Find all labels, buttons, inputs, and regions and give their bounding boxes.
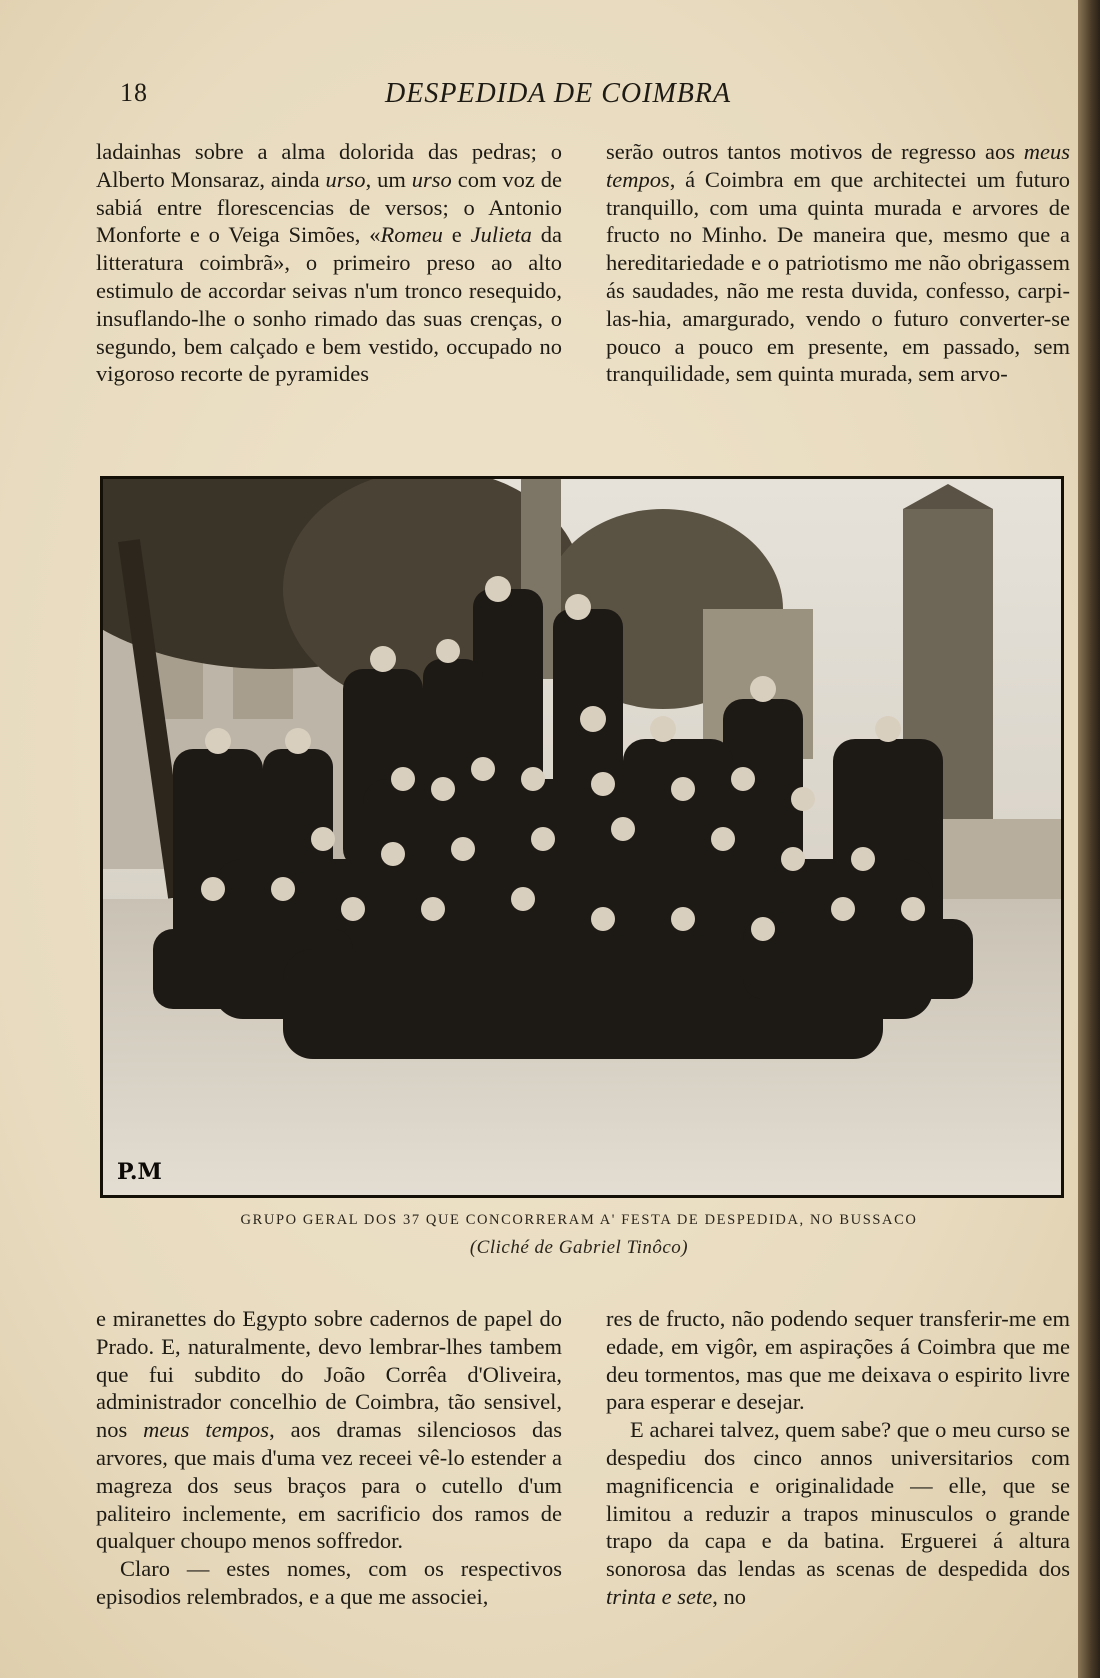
- group-photograph: [100, 476, 1064, 1198]
- photo-illustration: [103, 479, 1061, 1195]
- bottom-left-column: [96, 1305, 562, 1611]
- book-spine-edge: [1078, 0, 1100, 1678]
- paragraph: Claro — estes nomes, com os respectivos episodios relembrados, e a que me associei,: [96, 1556, 562, 1609]
- paragraph: res de fructo, não podendo sequer transferir-me em edade, em vigôr, em aspirações á Coimbra que me deu tormentos, mas que me deixava o espirito livre para esperar e desejar.: [606, 1306, 1070, 1415]
- photo-caption: GRUPO GERAL DOS 37 QUE CONCORRERAM A' FESTA DE DESPEDIDA, NO BUSSACO: [240, 1212, 918, 1228]
- page-number: 18: [120, 78, 148, 107]
- paragraph: E acharei talvez, quem sabe? que o meu curso se despediu dos cinco annos universitarios com magnificencia e originalidade — elle, que se limitou a reduzir a trapos minusculos o grande trapo da capa e da batina. Erguerei á altura sonorosa das lendas as scenas de despedida dos trinta e sete, no: [606, 1417, 1070, 1609]
- photographer-monogram: P.M: [117, 1159, 162, 1185]
- paragraph: e miranettes do Egypto sobre cadernos de papel do Prado. E, naturalmente, devo lembrar-lhes tambem que fui subdito do João Corrêa d'Oliveira, administrador concelhio de Coimbra, tão sensivel, nos meus tempos, aos dramas silenciosos das arvores, que mais d'uma vez receei vê-lo estender a magreza dos seus braços para o cutello d'um paliteiro inclemente, em sacrificio dos ramos de qualquer choupo menos soffredor.: [96, 1306, 562, 1554]
- page-header: [120, 78, 1070, 118]
- bottom-right-column: [606, 1305, 1070, 1611]
- photo-credit: (Cliché de Gabriel Tinôco): [469, 1237, 689, 1258]
- top-right-column: [606, 138, 1070, 388]
- running-title: DESPEDIDA DE COIMBRA: [385, 78, 732, 109]
- paragraph: ladainhas sobre a alma dolorida das pedras; o Alberto Monsaraz, ainda urso, um urso com voz de sabiá entre florescencias de versos; o Antonio Monforte e o Veiga Simões, «Romeu e Julieta da litteratura coimbrã», o primeiro preso ao alto estimulo de accordar seivas n'um tronco resequido, insuflando-lhe o sonho rimado das suas crenças, o segundo, bem calçado e bem vestido, occupado no vigoroso recorte de pyramides: [96, 139, 562, 387]
- top-left-column: [96, 138, 562, 388]
- paragraph: serão outros tantos motivos de regresso aos meus tempos, á Coimbra em que architectei um futuro tranquillo, com uma quinta murada e arvores de fructo no Minho. De maneira que, mesmo que a hereditariedade e o patriotismo me não obrigassem ás saudades, não me resta duvida, confesso, carpi-las-hia, amargurado, vendo o futuro converter-se pouco a pouco em presente, em passado, sem tranquilidade, sem quinta murada, sem arvo-: [606, 139, 1070, 387]
